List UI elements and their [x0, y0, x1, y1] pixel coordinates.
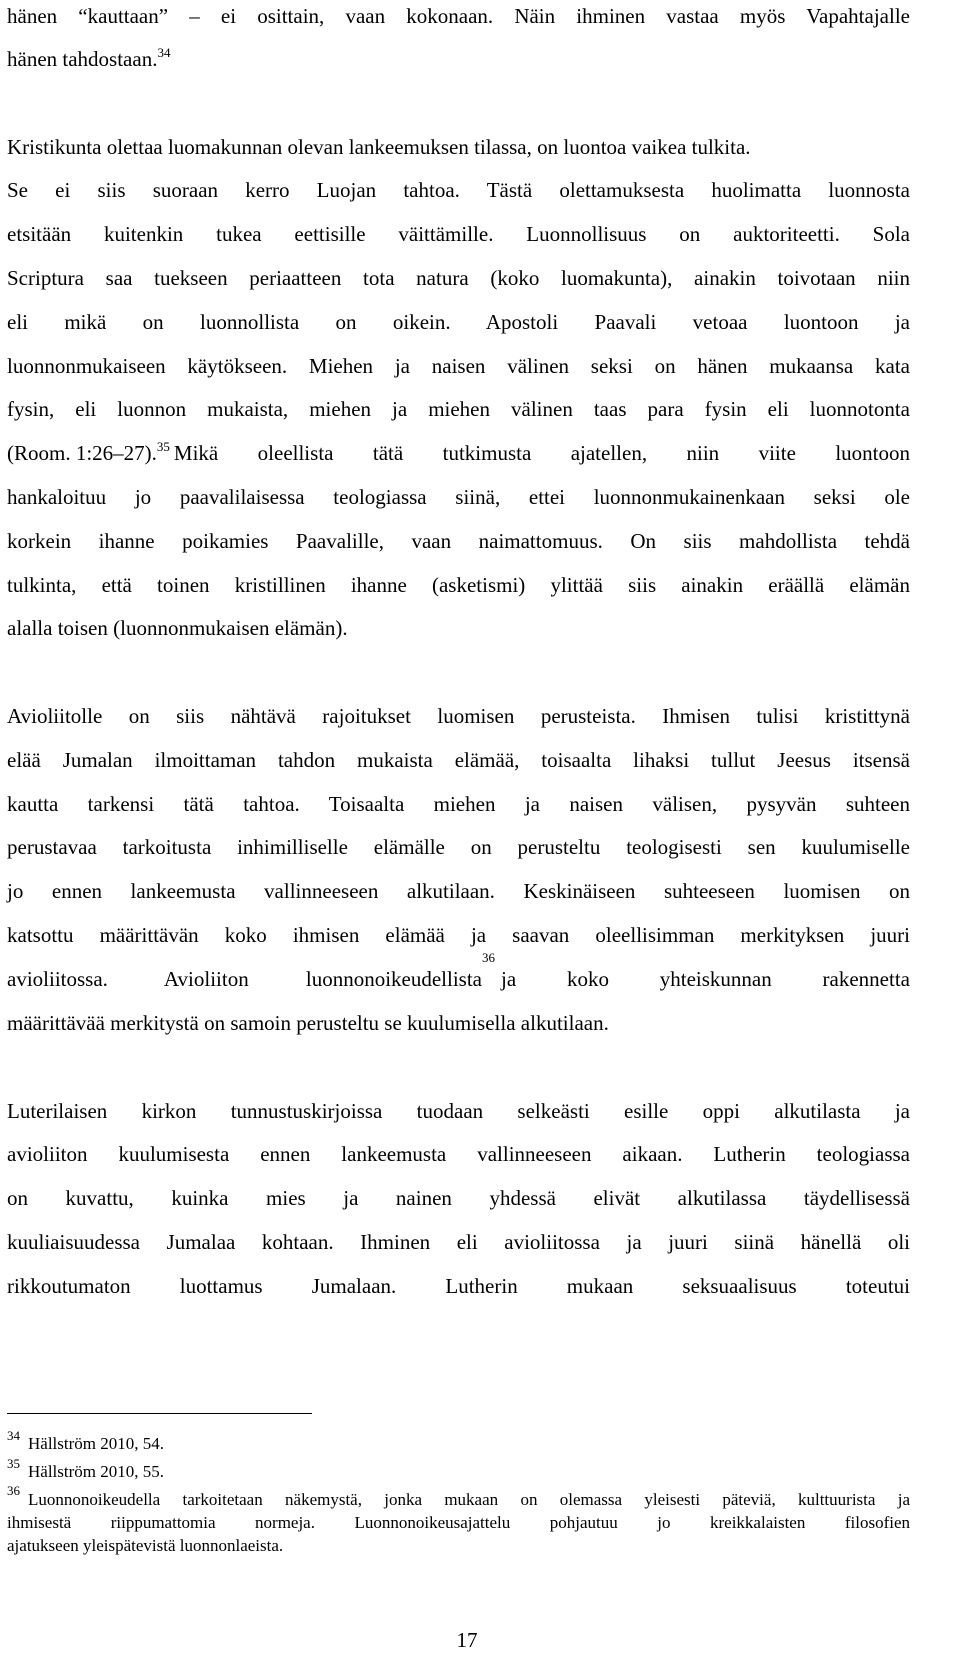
footnote-number: 36	[7, 1483, 20, 1498]
paragraph-line: jo ennen lankeemusta vallinneeseen alkutilaan. Keskinäiseen suhteeseen luomisen on	[7, 879, 910, 903]
paragraph-line: katsottu määrittävän koko ihmisen elämää ja saavan oleellisimman merkityksen juuri	[7, 923, 910, 947]
footnote	[7, 1456, 910, 1483]
footnote-number: 34	[7, 1428, 20, 1443]
paragraph-line: perustavaa tarkoitusta inhimilliselle elämälle on perusteltu teologisesti sen kuulumiselle	[7, 835, 910, 859]
footnote-continuation: ihmisestä riippumattomia normeja. Luonnonoikeusajattelu pohjautuu jo kreikkalaisten filosofien	[7, 1513, 910, 1532]
paragraph-line: tulkinta, että toinen kristillinen ihanne (asketismi) ylittää siis ainakin eräällä elämän	[7, 573, 910, 597]
citation: (Room. 1:26–27).	[7, 441, 157, 465]
footnote-text: Hällström 2010, 55.	[28, 1462, 164, 1481]
footnote-continuation: ajatukseen yleispätevistä luonnonlaeista.	[7, 1536, 284, 1555]
footnote-text: Luonnonoikeudella tarkoitetaan näkemystä, jonka mukaan on olemassa yleisesti päteviä, kulttuurista ja	[28, 1490, 910, 1509]
paragraph-line: kuuliaisuudessa Jumalaa kohtaan. Ihminen eli avioliitossa ja juuri siinä hänellä oli	[7, 1230, 910, 1254]
paragraph-line: eli mikä on luonnollista on oikein. Apostoli Paavali vetoaa luontoon ja	[7, 310, 910, 334]
paragraph-line: on kuvattu, kuinka mies ja nainen yhdessä elivät alkutilassa täydellisessä	[7, 1186, 910, 1210]
paragraph-line: elää Jumalan ilmoittaman tahdon mukaista elämää, toisaalta lihaksi tullut Jeesus itsensä	[7, 748, 910, 772]
paragraph-line: Avioliitolle on siis nähtävä rajoitukset luomisen perusteista. Ihmisen tulisi kristittynä	[7, 704, 910, 728]
footnote	[7, 1483, 910, 1510]
paragraph-line: etsitään kuitenkin tukea eettisille väittämille. Luonnollisuus on auktoriteetti. Sola	[7, 222, 910, 246]
paragraph-line: rikkoutumaton luottamus Jumalaan. Lutherin mukaan seksuaalisuus toteutui	[7, 1274, 910, 1298]
footnote-separator	[7, 1413, 312, 1414]
footnote-reference[interactable]: 35	[156, 439, 170, 454]
paragraph-line: Se ei siis suoraan kerro Luojan tahtoa. Tästä olettamuksesta huolimatta luonnosta	[7, 178, 910, 202]
paragraph-line: määrittävää merkitystä on samoin perusteltu se kuulumisella alkutilaan.	[7, 1011, 609, 1035]
text-run: avioliitossa. Avioliiton luonnonoikeudellista	[7, 967, 482, 991]
text-run: hänen tahdostaan.	[7, 47, 158, 71]
page-number: 17	[456, 1628, 478, 1652]
footnote-number: 35	[7, 1456, 20, 1471]
paragraph-line: avioliiton kuulumisesta ennen lankeemusta vallinneeseen aikaan. Lutherin teologiassa	[7, 1142, 910, 1166]
paragraph-line	[7, 47, 910, 71]
paragraph-line: Kristikunta olettaa luomakunnan olevan lankeemuksen tilassa, on luontoa vaikea tulkita.	[7, 135, 751, 159]
text-run	[7, 950, 495, 991]
footnote-reference[interactable]: 36	[482, 950, 495, 965]
footnote	[7, 1428, 910, 1455]
paragraph-line: kautta tarkensi tätä tahtoa. Toisaalta miehen ja naisen välisen, pysyvän suhteen	[7, 792, 910, 816]
paragraph-line: luonnonmukaiseen käytökseen. Miehen ja naisen välinen seksi on hänen mukaansa kata	[7, 354, 910, 378]
paragraph-line: korkein ihanne poikamies Paavalille, vaan naimattomuus. On siis mahdollista tehdä	[7, 529, 910, 553]
paragraph-line: alalla toisen (luonnonmukaisen elämän).	[7, 616, 348, 640]
paragraph-line: Scriptura saa tuekseen periaatteen tota natura (koko luomakunta), ainakin toivotaan niin	[7, 266, 910, 290]
paragraph-line: Luterilaisen kirkon tunnustuskirjoissa tuodaan selkeästi esille oppi alkutilasta ja	[7, 1099, 910, 1123]
footnote-text: Hällström 2010, 54.	[28, 1434, 164, 1453]
footnote-reference[interactable]: 34	[157, 45, 171, 60]
paragraph-line: fysin, eli luonnon mukaista, miehen ja miehen välinen taas para fysin eli luonnotonta	[7, 397, 910, 421]
paragraph-line	[7, 441, 910, 465]
paragraph-line: hänen “kauttaan” – ei osittain, vaan kokonaan. Näin ihminen vastaa myös Vapahtajalle	[7, 4, 910, 28]
text-run: ja koko yhteiskunnan rakennetta	[501, 967, 910, 991]
paragraph-line: hankaloituu jo paavalilaisessa teologiassa siinä, ettei luonnonmukainenkaan seksi ole	[7, 485, 910, 509]
text-run: Mikä oleellista tätä tutkimusta ajatellen, niin viite luontoon	[173, 441, 910, 465]
text-run	[7, 441, 170, 465]
paragraph-line	[7, 950, 910, 991]
